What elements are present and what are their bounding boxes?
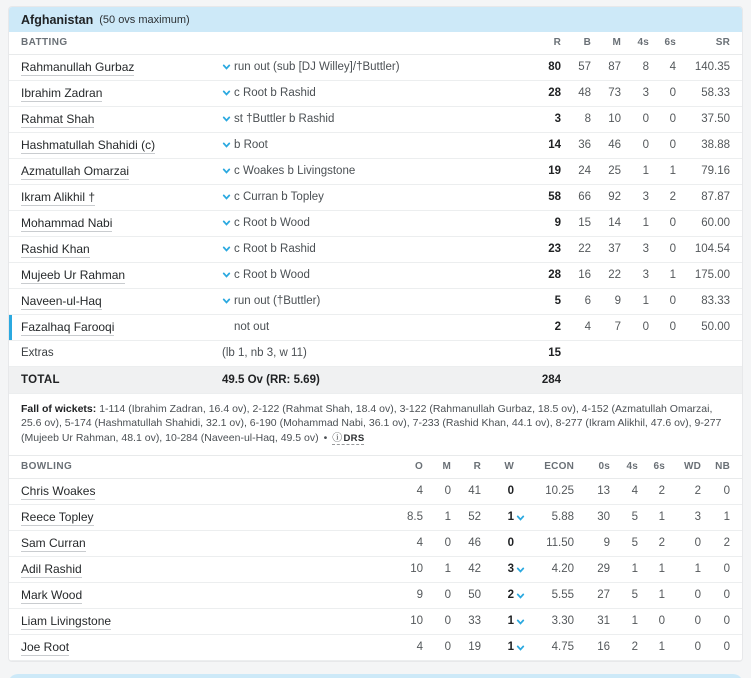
- bowling-row: [9, 530, 742, 556]
- fours-conceded-value: 1: [631, 615, 638, 627]
- batting-row: [9, 314, 742, 340]
- dismissal-text: c Curran b Topley: [234, 190, 324, 203]
- sixes-conceded-value: 1: [658, 589, 665, 601]
- batter-link[interactable]: Fazalhaq Farooqi: [21, 320, 115, 334]
- runs-value: 14: [548, 139, 561, 151]
- col-header-overs: O: [389, 456, 423, 478]
- wickets-chevron-cell: [514, 530, 528, 556]
- col-header-fours-conceded: 4s: [610, 456, 638, 478]
- bowling-row: [9, 556, 742, 582]
- batter-link[interactable]: Rahmat Shah: [21, 112, 95, 126]
- batter-name-cell: [9, 132, 222, 158]
- total-row: [9, 366, 742, 393]
- empty-cell: [561, 366, 742, 393]
- overs-value: 4: [416, 537, 423, 549]
- batting-row: [9, 288, 742, 314]
- minutes-value: 46: [608, 139, 621, 151]
- fours-value: 3: [642, 243, 649, 255]
- col-header-sixes: 6s: [649, 32, 676, 54]
- chevron-down-icon[interactable]: [516, 587, 528, 605]
- innings-subtitle: (50 ovs maximum): [99, 14, 190, 26]
- chevron-down-icon[interactable]: [516, 613, 528, 631]
- bowler-link[interactable]: Chris Woakes: [21, 484, 96, 498]
- fall-of-wickets-text: 1-114 (Ibrahim Zadran, 16.4 ov), 2-122 (Rahmat Shah, 18.4 ov), 3-122 (Rahmanullah Gurbaz, 18.5 ov), 4-152 (Azmatullah Omarzai, 25.6 ov), 5-174 (Hashmatullah Shahidi, 32.1 ov), 6-190 (Mohammad Nabi, 36.1 ov), 7-233 (Rashid Khan, 44.1 ov), 8-277 (Ikram Alikhil, 47.6 ov), 9-277 (Mujeeb Ur Rahman, 48.1 ov), 10-284 (Naveen-ul-Haq, 49.5 ov): [21, 402, 722, 444]
- dismissal-cell: [222, 210, 531, 236]
- bowler-name-cell: [9, 608, 389, 634]
- balls-value: 15: [578, 217, 591, 229]
- fours-conceded-value: 4: [631, 485, 638, 497]
- no-balls-value: 1: [723, 511, 730, 523]
- minutes-value: 7: [614, 321, 621, 333]
- fours-value: 1: [642, 165, 649, 177]
- chevron-down-icon[interactable]: [222, 218, 234, 230]
- bowler-link[interactable]: Sam Curran: [21, 536, 86, 550]
- batting-row: [9, 262, 742, 288]
- sixes-value: 0: [669, 217, 676, 229]
- batter-name-cell: [9, 262, 222, 288]
- col-header-wickets: W: [481, 456, 514, 478]
- maidens-value: 0: [444, 537, 451, 549]
- minutes-value: 25: [608, 165, 621, 177]
- bowler-name-cell: [9, 582, 389, 608]
- batting-row: [9, 132, 742, 158]
- col-header-no-balls: NB: [701, 456, 742, 478]
- economy-value: 5.88: [551, 511, 574, 523]
- next-innings-bar[interactable]: [8, 674, 743, 678]
- dismissal-text: b Root: [234, 138, 268, 151]
- dismissal-cell: [222, 184, 531, 210]
- bowling-row: [9, 608, 742, 634]
- sixes-value: 0: [669, 139, 676, 151]
- batter-link[interactable]: Hashmatullah Shahidi (c): [21, 138, 156, 152]
- col-header-balls: B: [561, 32, 591, 54]
- sixes-value: 0: [669, 321, 676, 333]
- wides-value: 0: [694, 641, 701, 653]
- chevron-down-icon[interactable]: [516, 639, 528, 657]
- total-runs: 284: [541, 373, 561, 386]
- strike-rate-value: 104.54: [694, 243, 730, 255]
- strike-rate-value: 87.87: [701, 191, 730, 203]
- bowling-header-row: [9, 456, 742, 478]
- chevron-down-icon[interactable]: [516, 509, 528, 527]
- dismissal-text: c Root b Wood: [234, 216, 310, 229]
- no-balls-value: 0: [723, 563, 730, 575]
- wickets-chevron-cell: [514, 556, 528, 582]
- wickets-chevron-cell: [514, 634, 528, 660]
- sixes-value: 0: [669, 295, 676, 307]
- dots-value: 9: [603, 537, 610, 549]
- wickets-value: 1: [507, 511, 514, 523]
- dismissal-text: c Root b Wood: [234, 268, 310, 281]
- balls-value: 57: [578, 61, 591, 73]
- chevron-down-icon[interactable]: [222, 62, 234, 74]
- batter-link[interactable]: Ibrahim Zadran: [21, 86, 103, 100]
- dismissal-text: c Woakes b Livingstone: [234, 164, 356, 177]
- runs-value: 9: [554, 217, 561, 229]
- batter-link[interactable]: Rahmanullah Gurbaz: [21, 60, 135, 74]
- col-header-maidens: M: [423, 456, 451, 478]
- maidens-value: 0: [444, 589, 451, 601]
- fours-conceded-value: 5: [631, 537, 638, 549]
- runs-value: 19: [548, 165, 561, 177]
- runs-conceded-value: 52: [468, 511, 481, 523]
- total-label: TOTAL: [21, 373, 60, 386]
- bowling-row: [9, 634, 742, 660]
- runs-value: 58: [548, 191, 561, 203]
- strike-rate-value: 60.00: [701, 217, 730, 229]
- balls-value: 24: [578, 165, 591, 177]
- runs-value: 28: [548, 269, 561, 281]
- sixes-value: 2: [669, 191, 676, 203]
- balls-value: 22: [578, 243, 591, 255]
- balls-value: 6: [584, 295, 591, 307]
- wides-value: 0: [694, 537, 701, 549]
- overs-value: 10: [410, 615, 423, 627]
- bowling-row: [9, 582, 742, 608]
- strike-rate-value: 50.00: [701, 321, 730, 333]
- runs-value: 5: [554, 295, 561, 307]
- batter-link[interactable]: Ikram Alikhil †: [21, 190, 96, 204]
- drs-label: DRS: [343, 432, 365, 444]
- runs-conceded-value: 42: [468, 563, 481, 575]
- runs-conceded-value: 33: [468, 615, 481, 627]
- wickets-chevron-cell: [514, 504, 528, 530]
- fours-value: 3: [642, 87, 649, 99]
- dismissal-text: c Root b Rashid: [234, 86, 316, 99]
- balls-value: 4: [584, 321, 591, 333]
- strike-rate-value: 79.16: [701, 165, 730, 177]
- bowler-link[interactable]: Adil Rashid: [21, 562, 82, 576]
- minutes-value: 92: [608, 191, 621, 203]
- runs-value: 3: [554, 113, 561, 125]
- dots-value: 30: [597, 511, 610, 523]
- balls-value: 8: [584, 113, 591, 125]
- batter-name-cell: [9, 80, 222, 106]
- fours-conceded-value: 5: [631, 589, 638, 601]
- innings-scorecard-card: [8, 6, 743, 662]
- chevron-down-icon[interactable]: [222, 88, 234, 100]
- minutes-value: 37: [608, 243, 621, 255]
- bowler-link[interactable]: Reece Topley: [21, 510, 94, 524]
- chevron-down-icon[interactable]: [222, 166, 234, 178]
- chevron-down-icon[interactable]: [516, 561, 528, 579]
- batter-name-cell: [9, 288, 222, 314]
- dots-value: 16: [597, 641, 610, 653]
- batter-name-cell: [9, 184, 222, 210]
- extras-label: Extras: [21, 347, 54, 359]
- wides-value: 1: [694, 563, 701, 575]
- batter-name-cell: [9, 54, 222, 80]
- minutes-value: 9: [614, 295, 621, 307]
- chevron-down-icon[interactable]: [222, 244, 234, 256]
- chevron-down-icon[interactable]: [222, 270, 234, 282]
- overs-value: 10: [410, 563, 423, 575]
- sixes-value: 0: [669, 113, 676, 125]
- dismissal-text: run out (†Buttler): [234, 294, 321, 307]
- strike-rate-value: 140.35: [694, 61, 730, 73]
- bowler-name-cell: [9, 478, 389, 504]
- wickets-value: 3: [507, 563, 514, 575]
- team-name: Afghanistan: [21, 13, 94, 27]
- fours-conceded-value: 2: [631, 641, 638, 653]
- batting-row: [9, 184, 742, 210]
- sixes-value: 4: [669, 61, 676, 73]
- wides-value: 3: [694, 511, 701, 523]
- dismissal-cell: [222, 314, 531, 340]
- strike-rate-value: 38.88: [701, 139, 730, 151]
- sixes-conceded-value: 1: [658, 511, 665, 523]
- economy-value: 11.50: [546, 537, 574, 549]
- maidens-value: 0: [444, 641, 451, 653]
- no-balls-value: 0: [723, 589, 730, 601]
- batting-row: [9, 106, 742, 132]
- economy-value: 10.25: [545, 485, 574, 497]
- runs-value: 28: [548, 87, 561, 99]
- wickets-value: 0: [507, 537, 514, 549]
- fall-of-wickets: [9, 394, 742, 457]
- minutes-value: 22: [608, 269, 621, 281]
- no-balls-value: 0: [723, 641, 730, 653]
- dismissal-text: not out: [234, 320, 270, 333]
- innings-header[interactable]: [9, 7, 742, 32]
- batting-table: [9, 32, 742, 394]
- empty-header: [222, 32, 531, 54]
- bowler-link[interactable]: Mark Wood: [21, 588, 83, 602]
- dismissal-cell: [222, 158, 531, 184]
- wickets-value: 0: [507, 485, 514, 497]
- bowler-name-cell: [9, 530, 389, 556]
- overs-value: 4: [416, 485, 423, 497]
- extras-detail: (lb 1, nb 3, w 11): [222, 347, 307, 359]
- batter-name-cell: [9, 314, 222, 340]
- runs-conceded-value: 46: [468, 537, 481, 549]
- drs-link[interactable]: [332, 433, 364, 445]
- dismissal-text: c Root b Rashid: [234, 242, 316, 255]
- batter-name-cell: [9, 210, 222, 236]
- economy-value: 4.75: [551, 641, 574, 653]
- dots-value: 31: [597, 615, 610, 627]
- sixes-value: 0: [669, 87, 676, 99]
- fours-value: 8: [642, 61, 649, 73]
- sixes-conceded-value: 0: [658, 615, 665, 627]
- maidens-value: 0: [444, 485, 451, 497]
- bowler-name-cell: [9, 556, 389, 582]
- batter-link[interactable]: Mohammad Nabi: [21, 216, 113, 230]
- extras-runs: 15: [548, 347, 561, 359]
- dismissal-cell: [222, 262, 531, 288]
- empty-header: [514, 456, 528, 478]
- batting-header-row: [9, 32, 742, 54]
- batter-name-cell: [9, 158, 222, 184]
- no-balls-value: 2: [723, 537, 730, 549]
- runs-value: 2: [554, 321, 561, 333]
- strike-rate-value: 175.00: [694, 269, 730, 281]
- col-header-sixes-conceded: 6s: [638, 456, 665, 478]
- wickets-value: 2: [507, 589, 514, 601]
- batter-link[interactable]: Naveen-ul-Haq: [21, 294, 102, 308]
- info-icon: ⓘ: [332, 432, 343, 444]
- col-header-strike-rate: SR: [676, 32, 742, 54]
- chevron-down-icon[interactable]: [222, 140, 234, 152]
- wides-value: 0: [694, 615, 701, 627]
- fours-value: 0: [642, 321, 649, 333]
- batting-row: [9, 158, 742, 184]
- fours-value: 3: [642, 191, 649, 203]
- batter-name-cell: [9, 236, 222, 262]
- chevron-down-icon[interactable]: [222, 192, 234, 204]
- bowler-link[interactable]: Liam Livingstone: [21, 614, 112, 628]
- fours-conceded-value: 1: [631, 563, 638, 575]
- wickets-chevron-cell: [514, 582, 528, 608]
- batting-row: [9, 54, 742, 80]
- runs-conceded-value: 41: [468, 485, 481, 497]
- sixes-value: 0: [669, 243, 676, 255]
- maidens-value: 0: [444, 615, 451, 627]
- batting-section-label: BATTING: [9, 32, 222, 54]
- dismissal-cell: [222, 54, 531, 80]
- minutes-value: 10: [608, 113, 621, 125]
- dismissal-cell: [222, 80, 531, 106]
- fours-value: 0: [642, 113, 649, 125]
- wides-value: 0: [694, 589, 701, 601]
- overs-value: 8.5: [407, 511, 423, 523]
- wickets-value: 1: [507, 641, 514, 653]
- dismissal-cell: [222, 236, 531, 262]
- bowling-row: [9, 504, 742, 530]
- wickets-chevron-cell: [514, 478, 528, 504]
- dots-value: 27: [597, 589, 610, 601]
- runs-value: 23: [548, 243, 561, 255]
- col-header-fours: 4s: [621, 32, 649, 54]
- batter-link[interactable]: Mujeeb Ur Rahman: [21, 268, 126, 282]
- economy-value: 4.20: [551, 563, 574, 575]
- dismissal-cell: [222, 288, 531, 314]
- extras-row: [9, 340, 742, 366]
- dismissal-text: run out (sub [DJ Willey]/†Buttler): [234, 60, 400, 73]
- bullet-separator: •: [323, 431, 328, 444]
- strike-rate-value: 83.33: [701, 295, 730, 307]
- chevron-down-icon[interactable]: [222, 296, 234, 308]
- balls-value: 48: [578, 87, 591, 99]
- batting-row: [9, 80, 742, 106]
- batter-link[interactable]: Rashid Khan: [21, 242, 90, 256]
- bowler-name-cell: [9, 504, 389, 530]
- dismissal-text: st †Buttler b Rashid: [234, 112, 335, 125]
- col-header-dots: 0s: [574, 456, 610, 478]
- col-header-economy: ECON: [528, 456, 574, 478]
- sixes-value: 1: [669, 269, 676, 281]
- balls-value: 36: [578, 139, 591, 151]
- dots-value: 29: [597, 563, 610, 575]
- batter-name-cell: [9, 106, 222, 132]
- col-header-minutes: M: [591, 32, 621, 54]
- overs-value: 4: [416, 641, 423, 653]
- overs-value: 9: [416, 589, 423, 601]
- total-overs: 49.5 Ov (RR: 5.69): [222, 373, 320, 386]
- batter-link[interactable]: Azmatullah Omarzai: [21, 164, 130, 178]
- sixes-conceded-value: 2: [658, 537, 665, 549]
- dismissal-cell: [222, 132, 531, 158]
- bowler-link[interactable]: Joe Root: [21, 640, 70, 654]
- no-balls-value: 0: [723, 615, 730, 627]
- minutes-value: 14: [608, 217, 621, 229]
- balls-value: 16: [578, 269, 591, 281]
- sixes-conceded-value: 1: [658, 563, 665, 575]
- bowler-name-cell: [9, 634, 389, 660]
- bowling-row: [9, 478, 742, 504]
- fours-value: 3: [642, 269, 649, 281]
- runs-conceded-value: 19: [468, 641, 481, 653]
- col-header-wides: WD: [665, 456, 701, 478]
- dismissal-cell: [222, 106, 531, 132]
- economy-value: 5.55: [551, 589, 574, 601]
- sixes-conceded-value: 1: [658, 641, 665, 653]
- col-header-runs: R: [531, 32, 561, 54]
- strike-rate-value: 37.50: [701, 113, 730, 125]
- col-header-runs-conceded: R: [451, 456, 481, 478]
- sixes-conceded-value: 2: [658, 485, 665, 497]
- maidens-value: 1: [444, 563, 451, 575]
- strike-rate-value: 58.33: [701, 87, 730, 99]
- fours-conceded-value: 5: [631, 511, 638, 523]
- runs-conceded-value: 50: [468, 589, 481, 601]
- empty-cell: [561, 340, 742, 366]
- economy-value: 3.30: [551, 615, 574, 627]
- batting-row: [9, 210, 742, 236]
- balls-value: 66: [578, 191, 591, 203]
- maidens-value: 1: [444, 511, 451, 523]
- minutes-value: 73: [608, 87, 621, 99]
- fall-of-wickets-label: Fall of wickets:: [21, 402, 97, 415]
- fours-value: 1: [642, 295, 649, 307]
- minutes-value: 87: [608, 61, 621, 73]
- chevron-down-icon[interactable]: [222, 114, 234, 126]
- bowling-table: [9, 456, 742, 661]
- fours-value: 0: [642, 139, 649, 151]
- bowling-section-label: BOWLING: [9, 456, 389, 478]
- wides-value: 2: [694, 485, 701, 497]
- runs-value: 80: [548, 61, 561, 73]
- no-balls-value: 0: [723, 485, 730, 497]
- dots-value: 13: [597, 485, 610, 497]
- batting-row: [9, 236, 742, 262]
- wickets-chevron-cell: [514, 608, 528, 634]
- sixes-value: 1: [669, 165, 676, 177]
- wickets-value: 1: [507, 615, 514, 627]
- fours-value: 1: [642, 217, 649, 229]
